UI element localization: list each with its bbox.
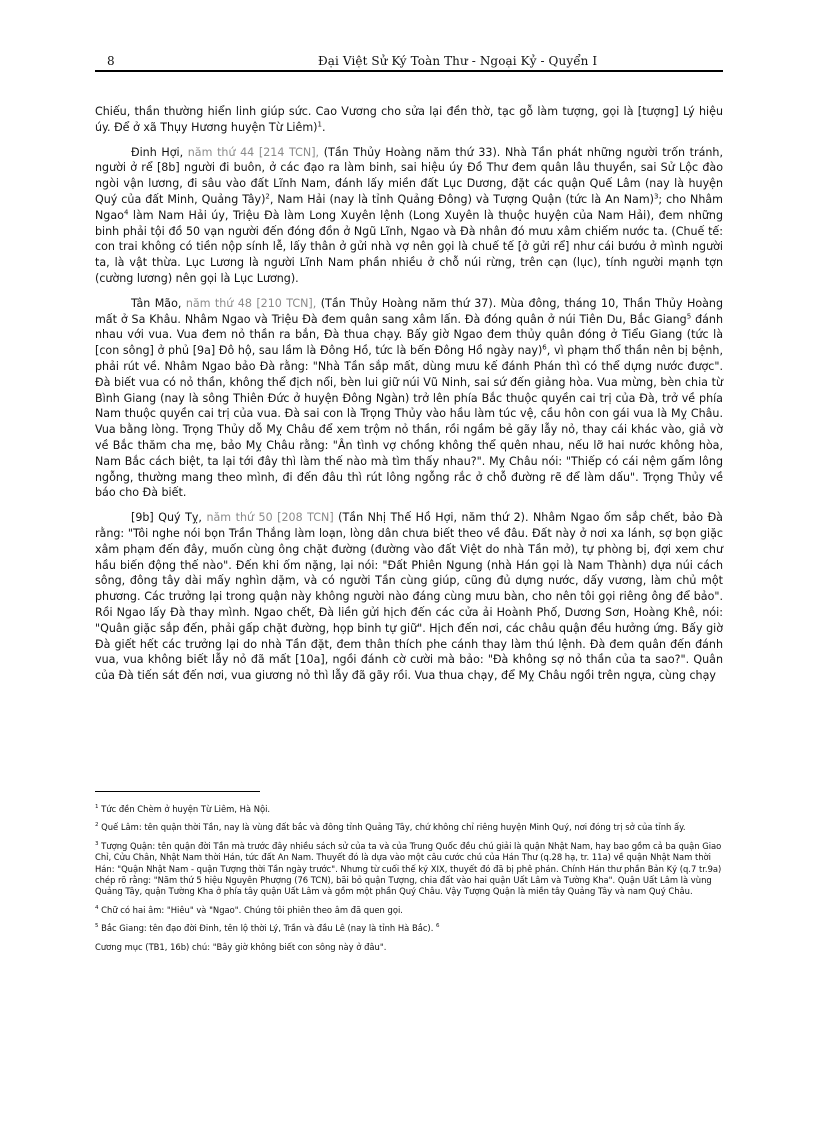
paragraph-4: [9b] Quý Tỵ, năm thứ 50 [208 TCN] (Tần Nhị Thế Hồ Hợi, năm thứ 2). Nhâm Ngao ốm sắp chết, bảo Đà rằng: "Tôi nghe nói bọn Trần Thắng làm loạn, lòng dân chưa biết theo về đâu. Đất này ở nơi xa lánh, sợ bọn giặc xâm phạm đến đây, muốn cùng ông chặt đường (đường vào đất Việt do nhà Tần mở), tự phòng bị, đợi xem chư hầu biến động thế nào". Đến khi ốm nặng, lại nói: "Đất Phiên Ngung (nhà Hán gọi là Nam Thành) dựa núi cách sông, đông tây dài mấy nghìn dặm, và có người Tần cùng giúp, cũng đủ dựng nước, dấy vương, làm chủ một phương. Các trưởng lại trong quận này không người nào đáng cùng mưu bàn, cho nên tôi gọi riêng ông để bảo". Rồi Ngao lấy Đà thay mình. Ngao chết, Đà liền gửi hịch đến các cửa ải Hoành Phố, Dương Sơn, Hoàng Khê, nói: "Quân giặc sắp đến, phải gấp chặt đường, họp binh tự giữ". Hịch đến nơi, các châu quận đều hưởng ứng. Bấy giờ Đà giết hết các trưởng lại do nhà Tần đặt, đem thân thích phe cánh thay làm thú lệnh. Đà đem quân đến đánh vua, vua không biết lẫy nỏ đã mất [10a], ngồi đánh cờ cười mà bảo: "Đà không sợ nỏ thần của ta sao?". Quân của Đà tiến sát đến nơi, vua giương nỏ thì lẫy đã gãy rồi. Vua thua chạy, để Mỵ Châu ngồi trên ngựa, cùng chạy xyxy=(95,511,723,683)
footnotes xyxy=(95,804,723,960)
footnote-ref-2[interactable]: 2 xyxy=(265,192,270,201)
footnote-ref-1[interactable]: 1 xyxy=(317,120,322,129)
footnote-3: $^3$ Tượng Quận: tên quận đời Tần mà trước đây nhiều sách sử của ta và của Trung Quốc đều chú giải là quận Nhật Nam, hay bao gồm cả ba quận Giao Chỉ, Cửu Chân, Nhật Nam thời Hán, tức đất An Nam. Thuyết đó là dựa vào một câu cước chú của Hán Thư (q.28 hạ, tr. 11a) về quận Nhật Nam thời Hán: "Quận Nhật Nam - quận Tượng thời Tần ngày trước". Nhưng từ cuối thế kỷ XIX, thuyết đó đã bị phê phán. Chính Hán thư phần Bản Kỷ (q.7 tr.9a) chép rõ rằng: "Năm thứ 5 hiệu Nguyên Phượng (76 TCN), bãi bỏ quận Tượng, chia đất vào hai quận Uất Lâm và Tường Kha". Quận Uất Lâm là vùng Quảng Tây, quận Tường Kha ở phía tây quận Uất Lâm và gồm một phần Quý Châu. Vậy Tượng Quận là miền tây Quảng Tây và nam Quý Châu. xyxy=(95,840,722,897)
year-marker: năm thứ 44 [214 TCN], xyxy=(187,145,320,159)
page-number: 8 xyxy=(107,54,115,68)
footnote-4: $^4$ Chữ có hai âm: "Hiêu" và "Ngao". Chúng tôi phiên theo âm đã quen gọi. xyxy=(95,904,403,915)
paragraph-3: Tân Mão, năm thứ 48 [210 TCN], (Tần Thủy Hoàng năm thứ 37). Mùa đông, tháng 10, Thần Thủy Hoàng mất ở Sa Khâu. Nhâm Ngao và Triệu Đà đem quân sang xâm lấn. Đà đóng quân ở núi Tiên Du, Bắc Giang$^5$ đánh nhau với vua. Vua đem nỏ thần ra bắn, Đà thua chạy. Bấy giờ Ngao đem thủy quân đóng ở Tiểu Giang (tức là [con sông] ở phủ [9a] Đô hộ, sau lầm là Đông Hồ, tức là bến Đông Hồ ngày nay)$^6$, vì phạm thổ thần nên bị bệnh, phải rút về. Nhâm Ngao bảo Đà rằng: "Nhà Tần sắp mất, dùng mưu kế đánh Phán thì có thể dựng nước được". Đà biết vua có nỏ thần, không thể địch nổi, bèn lui giữ núi Vũ Ninh, sai sứ đến giảng hòa. Vua mừng, bèn chia từ Bình Giang (nay là sông Thiên Đức ở huyện Đông Ngàn) trở lên phía Bắc thuộc quyền cai trị của Đà, trở về phía Nam thuộc quyền cai trị của vua. Đà sai con là Trọng Thủy vào hầu làm túc vệ, cầu hôn con gái vua là Mỵ Châu. Vua bằng lòng. Trọng Thủy dỗ Mỵ Châu để xem trộm nỏ thần, rồi ngầm bẻ gãy lẫy nỏ, thay cái khác vào, giả vờ về Bắc thăm cha mẹ, bảo Mỵ Châu rằng: "Ân tình vợ chồng không thể quên nhau, nếu lỡ hai nước không hòa, Nam Bắc cách biệt, ta lại tới đây thì làm thế nào mà tìm thấy nhau?". Mỵ Châu nói: "Thiếp có cái nệm gấm lông ngỗng, thường mang theo mình, đi đến đâu thì rút lông ngỗng rắc ở chỗ đường rẽ để làm dấu". Trọng Thủy về báo cho Đà biết. xyxy=(95,296,723,500)
footnote-5: $^5$ Bắc Giang: tên đạo đời Đinh, tên lộ thời Lý, Trần và đầu Lê (nay là tỉnh Hà Bắc). $^6$ xyxy=(95,923,440,934)
footnote-separator xyxy=(95,791,260,792)
header-rule xyxy=(95,70,723,72)
year-marker: năm thứ 50 [208 TCN] xyxy=(206,511,334,525)
paragraph-2: Đinh Hợi, năm thứ 44 [214 TCN], (Tần Thủy Hoàng năm thứ 33). Nhà Tần phát những người trốn tránh, người ở rể [8b] người đi buôn, ở các đạo ra làm binh, sai hiệu úy Đồ Thư đem quân lâu thuyền, sai Sử Lộc đào ngòi vận lương, đi sâu vào đất Lĩnh Nam, đánh lấy miền đất Lục Dương, đặt các quận Quế Lâm (nay là huyện Quý của đất Minh, Quảng Tây)$^2$, Nam Hải (nay là tỉnh Quảng Đông) và Tượng Quận (tức là An Nam)$^3$; cho Nhâm Ngao$^4$ làm Nam Hải úy, Triệu Đà làm Long Xuyên lệnh (Long Xuyên là thuộc huyện của Nam Hải), đem những binh phải tội đồ 50 vạn người đến đóng đồn ở Ngũ Lĩnh, Ngao và Đà nhân đó mưu xâm chiếm nước ta. (Chuế tế: con trai không có tiền nộp sính lễ, lấy thân ở gửi nhà vợ nên gọi là chuế tế [ở gửi rể] như cái bướu ở mình người ta, là vật thừa. Lục Lương là người Lĩnh Nam phần nhiều ở chỗ núi rừng, trên cạn (lục), tính người mạnh tợn (cường lương) nên gọi là Lục Lương). xyxy=(95,145,723,285)
footnote-1: $^1$ Tức đền Chèm ở huyện Từ Liêm, Hà Nội. xyxy=(95,804,271,814)
footnote-ref-6[interactable]: 6 xyxy=(542,343,547,352)
footnote-2: $^2$ Quế Lâm: tên quận thời Tần, nay là vùng đất bắc và đông tỉnh Quảng Tây, chứ không chỉ riêng huyện Minh Quý, nơi đóng trị sở của tỉnh ấy. xyxy=(95,822,686,833)
year-marker: năm thứ 48 [210 TCN], xyxy=(185,296,317,310)
footnote-ref-3[interactable]: 3 xyxy=(653,192,659,201)
main-text xyxy=(95,104,723,693)
running-title: Đại Việt Sử Ký Toàn Thư - Ngoại Kỷ - Quyển I xyxy=(318,54,598,68)
footnote-6: Cương mục (TB1, 16b) chú: "Bây giờ không biết con sông này ở đâu". xyxy=(95,941,387,952)
paragraph-1: Chiếu, thần thường hiển linh giúp sức. Cao Vương cho sửa lại đền thờ, tạc gỗ làm tượng, gọi là [tượng] Lý hiệu úy. Để ở xã Thụy Hương huyện Từ Liêm)$^1$. xyxy=(95,105,723,134)
footnote-ref-4[interactable]: 4 xyxy=(123,208,129,217)
footnote-ref-5[interactable]: 5 xyxy=(686,311,692,320)
